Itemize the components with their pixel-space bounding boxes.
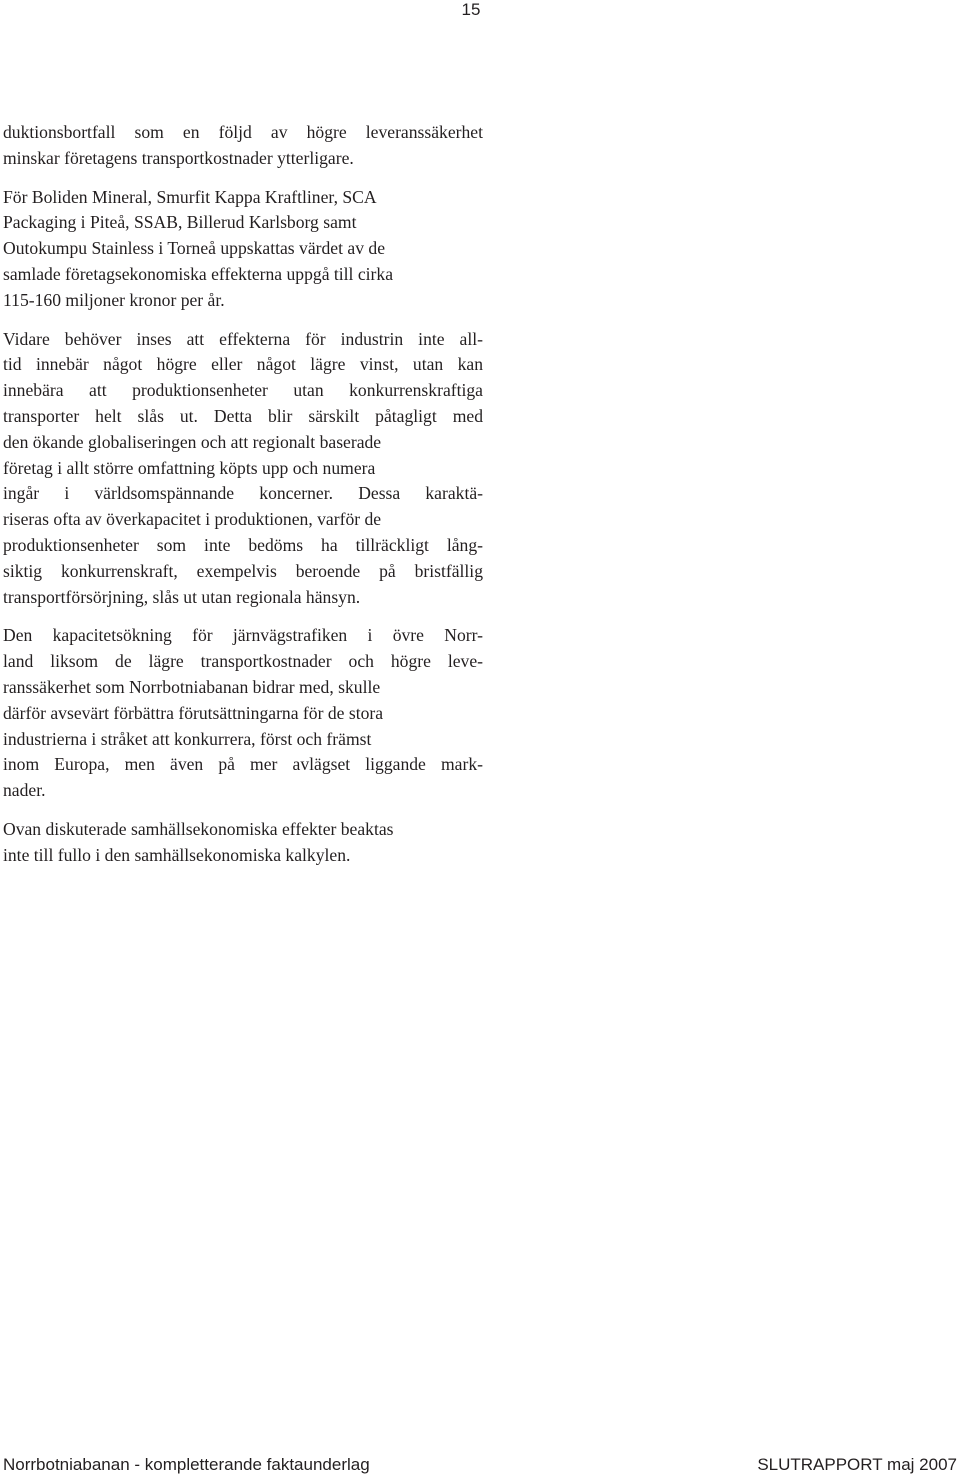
text-line: Vidare behöver inses att effekterna för industrin inte all- — [3, 328, 483, 349]
text-line: inom Europa, men även på mer avlägset liggande mark- — [3, 754, 483, 775]
paragraph-3 — [3, 327, 483, 611]
paragraph-1 — [3, 120, 483, 172]
text-line: därför avsevärt förbättra förutsättningarna för de stora — [3, 702, 384, 723]
text-line: riseras ofta av överkapacitet i produktionen, varför de — [3, 509, 382, 530]
text-line: transportförsörjning, slås ut utan regionala hänsyn. — [3, 586, 361, 607]
paragraph-5 — [3, 817, 483, 869]
text-line: tid innebär något högre eller något lägre vinst, utan kan — [3, 354, 483, 375]
text-line: land liksom de lägre transportkostnader och högre leve- — [3, 651, 483, 672]
text-line: inte till fullo i den samhällsekonomiska kalkylen. — [3, 844, 351, 865]
text-line: den ökande globaliseringen och att regionalt baserade — [3, 431, 382, 452]
text-line: produktionsenheter som inte bedöms ha tillräckligt lång- — [3, 534, 483, 555]
text-line: innebära att produktionsenheter utan konkurrenskraftiga — [3, 380, 483, 401]
text-line: Den kapacitetsökning för järnvägstrafiken i övre Norr- — [3, 625, 483, 646]
body-text — [3, 120, 483, 882]
text-line: transporter helt slås ut. Detta blir särskilt påtagligt med — [3, 405, 483, 426]
paragraph-4 — [3, 623, 483, 804]
text-line: samlade företagsekonomiska effekterna uppgå till cirka — [3, 263, 394, 284]
text-line: Ovan diskuterade samhällsekonomiska effekter beaktas — [3, 818, 394, 839]
page-number: 15 — [461, 0, 481, 19]
paragraph-2 — [3, 185, 483, 314]
text-line: siktig konkurrenskraft, exempelvis beroende på bristfällig — [3, 560, 483, 581]
footer-document-title: Norrbotniabanan - kompletterande faktaunderlag — [3, 1455, 370, 1474]
text-line: Outokumpu Stainless i Torneå uppskattas värdet av de — [3, 238, 386, 259]
text-line: företag i allt större omfattning köpts upp och numera — [3, 457, 376, 478]
text-line: ranssäkerhet som Norrbotniabanan bidrar med, skulle — [3, 676, 381, 697]
text-line: Packaging i Piteå, SSAB, Billerud Karlsborg samt — [3, 212, 357, 233]
text-line: nader. — [3, 780, 46, 801]
text-line: ingår i världsomspännande koncerner. Dessa karaktä- — [3, 483, 483, 504]
text-line: minskar företagens transportkostnader ytterligare. — [3, 147, 354, 168]
text-line: industrierna i stråket att konkurrera, först och främst — [3, 728, 372, 749]
text-line: 115-160 miljoner kronor per år. — [3, 289, 225, 310]
text-line: duktionsbortfall som en följd av högre leveranssäkerhet — [3, 122, 483, 142]
footer-report-date: SLUTRAPPORT maj 2007 — [757, 1455, 957, 1474]
text-line: För Boliden Mineral, Smurfit Kappa Kraftliner, SCA — [3, 186, 377, 207]
